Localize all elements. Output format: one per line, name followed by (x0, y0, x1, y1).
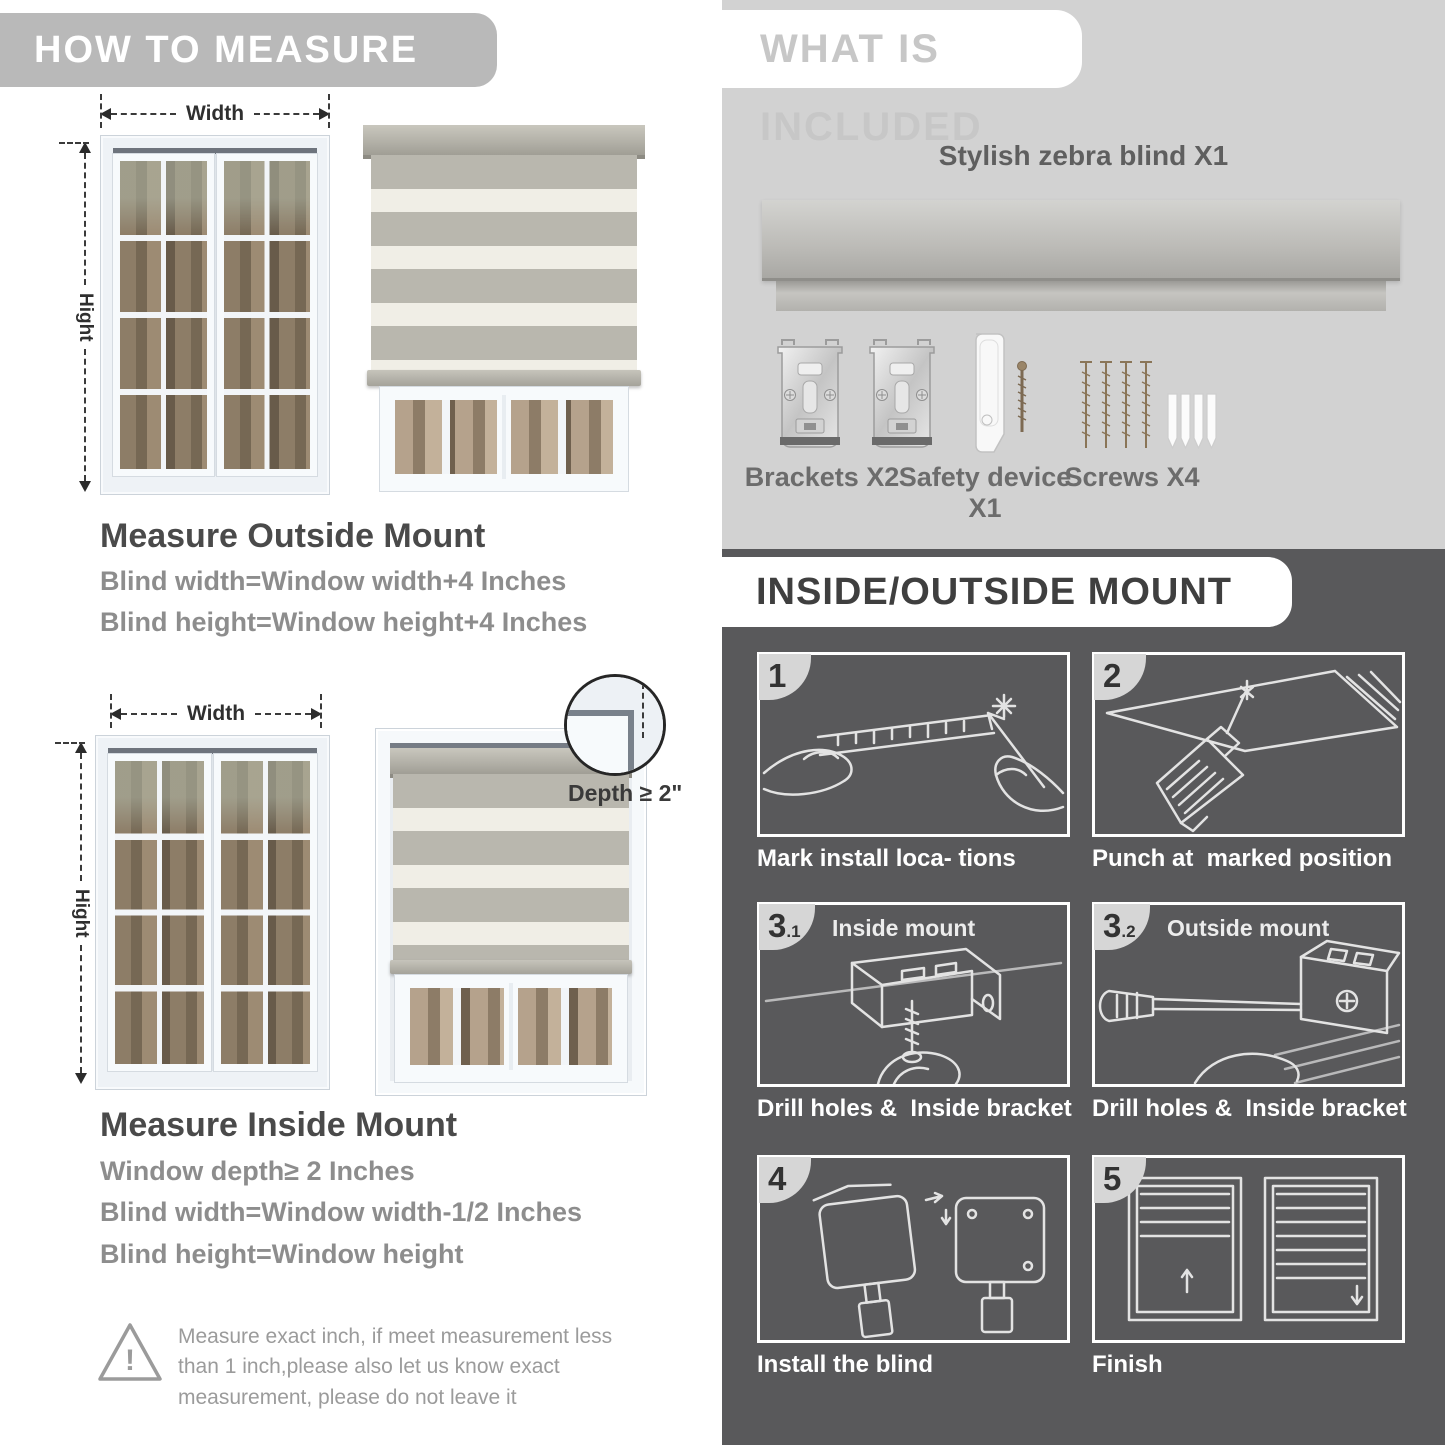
tick (55, 742, 85, 744)
blind-bottom-rail (390, 960, 632, 974)
height-arrow-inside (68, 742, 94, 1084)
step-panel-4 (757, 1155, 1070, 1343)
height-label: Hight (71, 888, 92, 938)
window-pane (506, 395, 618, 479)
what-is-included-header: WHAT IS INCLUDED (722, 10, 1082, 88)
inside-mount-line3: Blind height=Window height (100, 1239, 464, 1269)
blind-item-label: Stylish zebra blind X1 (938, 140, 1229, 171)
width-label: Width (186, 702, 246, 725)
arrowhead-down-icon (79, 481, 91, 492)
window-below-blind (394, 974, 628, 1083)
step-caption: Drill holes & Inside bracket (757, 1095, 1072, 1122)
window-sash (214, 754, 317, 1071)
install-blind-art (760, 1158, 1067, 1340)
step-number-badge: 3.1 (759, 904, 815, 950)
width-arrow-outside (100, 102, 330, 126)
dashed-line (80, 753, 82, 881)
punch-position-art (1095, 655, 1402, 834)
dashed-line (80, 945, 82, 1073)
step-caption: Install the blind (757, 1351, 934, 1378)
mark-locations-art (760, 655, 1067, 834)
window-pane (513, 983, 617, 1070)
bracket-icon (770, 335, 850, 455)
blind-headrail-lower-bar (776, 281, 1386, 311)
what-is-included-section (722, 0, 1445, 549)
dashed-line (84, 153, 86, 285)
inside-mount-title: Measure Inside Mount (100, 1106, 458, 1144)
warning-exclamation: ! (125, 1344, 135, 1377)
step-number-badge: 1 (759, 654, 811, 700)
dashed-line (255, 713, 311, 715)
window-illustration-outside (100, 135, 330, 495)
how-to-measure-header: HOW TO MEASURE (0, 13, 497, 87)
callout-depth-line (642, 683, 644, 739)
step-inner-title: Outside mount (1167, 915, 1330, 941)
blind-bottom-rail (367, 370, 641, 386)
dashed-line (111, 113, 176, 115)
depth-label: Depth ≥ 2" (568, 780, 683, 806)
step-number-badge: 2 (1094, 654, 1146, 700)
dashed-line (121, 713, 177, 715)
step-panel-1 (757, 652, 1070, 837)
warning-triangle-icon (95, 1320, 165, 1386)
callout-frame-corner (564, 710, 634, 776)
dashed-line (254, 113, 319, 115)
brackets-label: Brackets X2 (744, 462, 900, 492)
mount-section-header: INSIDE/OUTSIDE MOUNT (722, 557, 1292, 627)
step-panel-3-2 (1092, 902, 1405, 1087)
window-sashes (113, 154, 317, 476)
window-sashes (108, 754, 317, 1071)
width-label: Width (185, 102, 245, 125)
window-pane (405, 983, 509, 1070)
tick (328, 94, 330, 128)
depth-callout-circle (564, 674, 666, 776)
screws-label: Screws X4 (1064, 462, 1200, 492)
tick (320, 694, 322, 728)
step-inner-title: Inside mount (832, 915, 976, 941)
finish-art (1095, 1158, 1402, 1340)
outside-mount-title: Measure Outside Mount (100, 517, 486, 555)
step-panel-3-1 (757, 902, 1070, 1087)
window-below-blind (379, 386, 629, 492)
mount-instructions-section (722, 549, 1445, 1445)
step-caption: Punch at marked position (1092, 845, 1393, 872)
step-panel-2 (1092, 652, 1405, 837)
warning-text: Measure exact inch, if meet measurement less than 1 inch,please also let us know exact measurement, please do not leave it (178, 1325, 613, 1409)
window-pane (390, 395, 502, 479)
window-sash (108, 754, 211, 1071)
outside-mount-line1: Blind width=Window width+4 Inches (100, 566, 567, 596)
step-number-badge: 3.2 (1094, 904, 1150, 950)
zebra-blind-outside (363, 125, 645, 495)
step-caption: Mark install loca- tions (757, 845, 1016, 872)
safety-device-icon (950, 328, 1040, 463)
tick (110, 694, 112, 728)
step-number-badge: 5 (1094, 1157, 1146, 1203)
step-panel-5 (1092, 1155, 1405, 1343)
step-caption: Finish (1092, 1351, 1163, 1378)
height-label: Hight (75, 292, 96, 342)
tick (100, 94, 102, 128)
safety-device-label: Safety device X1 (898, 462, 1072, 523)
height-arrow-outside (72, 142, 98, 492)
window-sash (113, 154, 214, 476)
blind-cassette (363, 125, 645, 159)
blind-headrail-image (762, 200, 1400, 281)
bracket-icon (862, 335, 942, 455)
window-sash (217, 154, 318, 476)
dashed-line (84, 349, 86, 481)
window-illustration-inside (95, 735, 330, 1090)
arrowhead-down-icon (75, 1073, 87, 1084)
inside-mount-line1: Window depth≥ 2 Inches (100, 1156, 415, 1186)
step-number-badge: 4 (759, 1157, 811, 1203)
width-arrow-inside (110, 702, 322, 726)
step-caption: Drill holes & Inside bracket (1092, 1095, 1407, 1122)
screws-icon (1074, 352, 1224, 467)
tick (59, 142, 89, 144)
inside-mount-line2: Blind width=Window width-1/2 Inches (100, 1197, 583, 1227)
blind-fabric (371, 155, 637, 370)
outside-mount-line2: Blind height=Window height+4 Inches (100, 607, 588, 637)
